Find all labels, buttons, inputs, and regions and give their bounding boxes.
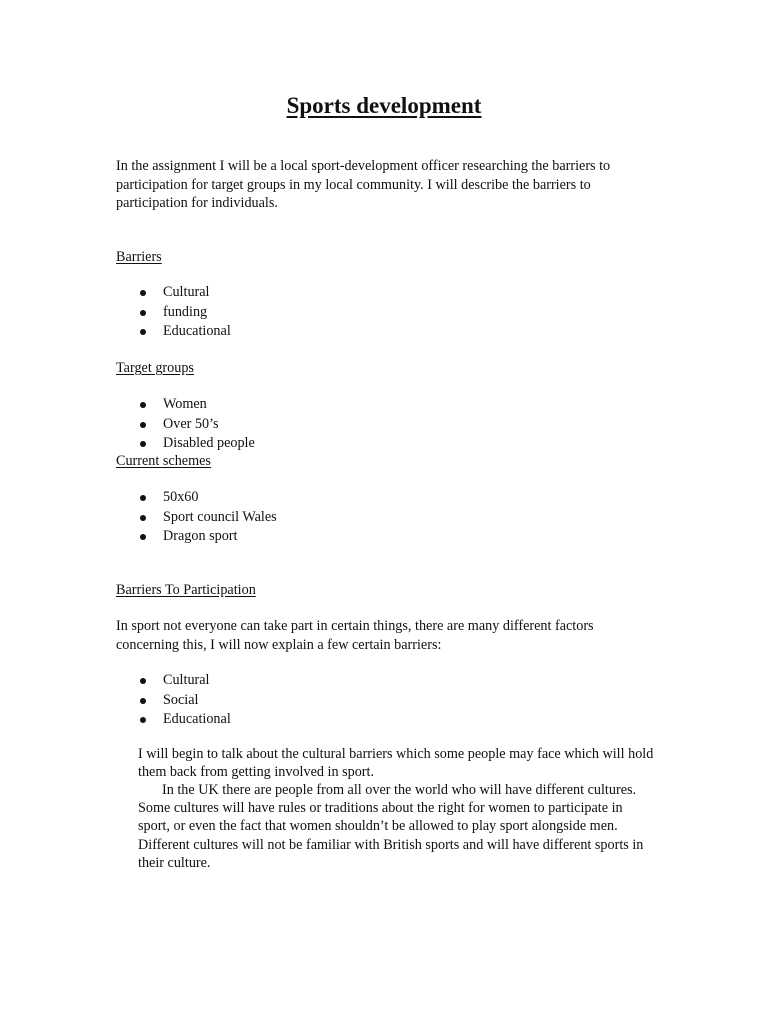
list-item: Cultural (116, 283, 231, 303)
list-item: Educational (116, 710, 231, 730)
current-schemes-list (116, 488, 277, 547)
barriers-list (116, 283, 231, 342)
barriers-heading: Barriers (116, 249, 162, 265)
barriers-to-participation-heading: Barriers To Participation (116, 582, 256, 598)
cultural-barriers-paragraph: I will begin to talk about the cultural barriers which some people may face which will hold them back from getting involved in sport. (138, 746, 654, 781)
list-item: Sport council Wales (116, 508, 277, 528)
target-groups-list (116, 395, 255, 454)
list-item: Dragon sport (116, 527, 277, 547)
list-item: Cultural (116, 671, 231, 691)
participation-barriers-list (116, 671, 231, 730)
target-groups-heading: Target groups (116, 360, 194, 376)
list-item: Social (116, 691, 231, 711)
list-item: funding (116, 303, 231, 323)
uk-cultures-paragraph: In the UK there are people from all over the world who will have different cultures. Some cultures will have rules or traditions about the right for women to participate in sport, or even the fact that women shouldn’t be allowed to play sport alongside men. Different cultures will not be familiar with British sports and will have different sports in their culture. (138, 782, 644, 871)
current-schemes-heading: Current schemes (116, 453, 211, 469)
list-item: 50x60 (116, 488, 277, 508)
list-item: Disabled people (116, 434, 255, 454)
participation-intro-paragraph: In sport not everyone can take part in certain things, there are many different factors concerning this, I will now explain a few certain barriers: (116, 618, 594, 653)
page-title: Sports development (286, 93, 482, 118)
list-item: Women (116, 395, 255, 415)
intro-paragraph: In the assignment I will be a local sport-development officer researching the barriers to participation for target groups in my local community. I will describe the barriers to participation for individuals. (116, 158, 611, 211)
list-item: Over 50’s (116, 415, 255, 435)
list-item: Educational (116, 322, 231, 342)
